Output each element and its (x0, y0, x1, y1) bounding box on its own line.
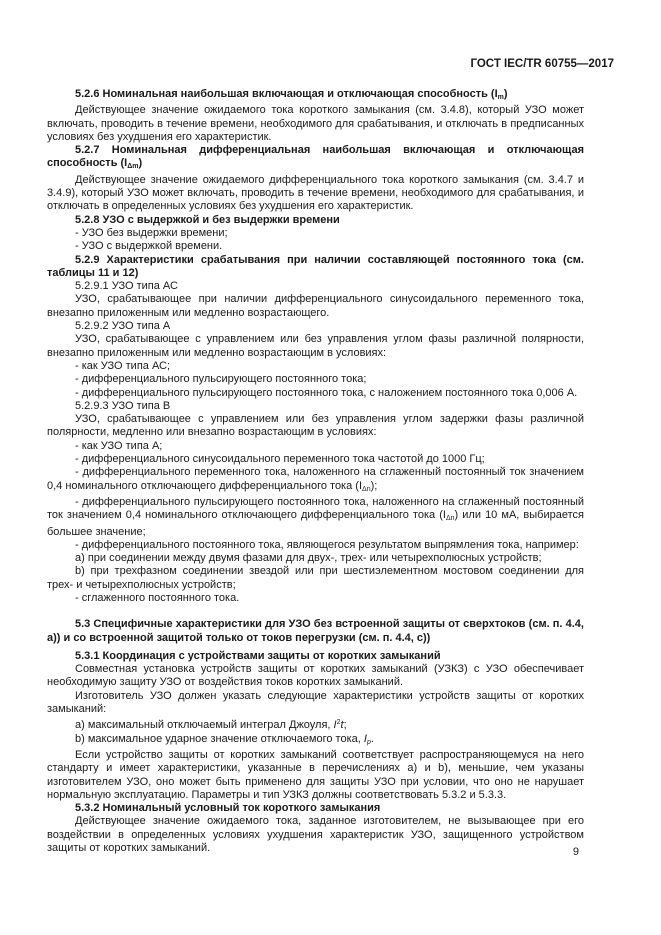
section-5-2-7-title: 5.2.7 Номинальная дифференциальная наибольшая включающая и отключающая способность $(I_{\Delta m})$ (47, 144, 584, 171)
section-5-2-9-title: 5.2.9 Характеристики срабатывания при наличии составляющей постоянного тока (см. таблицы 11 и 12) (47, 253, 584, 279)
section-5-2-7-body: Действующее значение ожидаемого дифференциального тока короткого замыкания (см. 3.4.7 и 3.4.9), который УЗО может включать, проводить в течение времени, необходимого для срабатывания, и отключать в определенных условиях без ухудшения его характеристик. (47, 173, 584, 213)
section-5-2-6-body: Действующее значение ожидаемого тока короткого замыкания (см. 3.4.8), который УЗО может включать, проводить в течение времени, необходимого для срабатывания, и отключать в предписанных условиях без ухудшения его характеристик. (47, 104, 584, 143)
section-5-3-1-paragraph: Изготовитель УЗО должен указать следующие характеристики устройств защиты от коротких замыканий: (47, 689, 584, 716)
list-item: b) при трехфазном соединении звездой или при шестиэлементном мостовом соединении для трех- и четырехполюсных устройств; (47, 565, 584, 591)
section-5-3-2-body: Действующее значение ожидаемого тока, заданное изготовителем, не вызывающее при его воздействии в определенных условиях ухудшения характеристик УЗО, защищенного устройством защиты от коротких замыканий. (47, 815, 584, 855)
page-body (47, 88, 584, 855)
section-5-2-9-1-title: 5.2.9.1 УЗО типа АС (75, 280, 178, 293)
page-number: 9 (572, 846, 579, 858)
list-item: - как УЗО типа А; (75, 439, 163, 452)
section-5-2-9-3-title: 5.2.9.3 УЗО типа В (75, 399, 171, 412)
section-5-2-9-1-body: УЗО, срабатывающее при наличии дифференциального синусоидального переменного тока, внезапно приложенным или медленно возрастающего. (47, 293, 584, 319)
list-item: - дифференциального синусоидального переменного тока частотой до 1000 Гц; (75, 453, 485, 466)
list-item: а) максимальный отключаемый интеграл Джоуля, $I^2t$; (75, 719, 347, 732)
list-item: - сглаженного постоянного тока. (75, 591, 240, 604)
list-item: - дифференциального пульсирующего постоянного тока; (75, 373, 367, 386)
section-5-2-9-3-body: УЗО, срабатывающее с управлением или без управления углом задержки фазы различной полярности, медленно или внезапно возрастающим в условиях: (47, 413, 584, 439)
list-item: - дифференциального пульсирующего постоянного тока, наложенного на сглаженный постоянный ток значением 0,4 номинального отключающего дифференциального тока $(I_{\Delta n})$ или 10 мА, выбирается большее значение; (47, 495, 584, 538)
section-5-3-1-paragraph: Если устройство защиты от коротких замыканий соответствует распространяющемуся на него стандарту и имеет характеристики, указанные в перечислениях а) и b), меньшие, чем указаны изготовителем УЗО, оно может быть применено для защиты УЗО при условии, что оно не нарушает нормальную эксплуатацию. Параметры и тип УЗКЗ должны соответствовать 5.3.2 и 5.3.3. (47, 748, 584, 801)
document-header: ГОСТ IEC/TR 60755—2017 (470, 58, 614, 70)
section-5-2-8-title: 5.2.8 УЗО с выдержкой и без выдержки времени (75, 213, 340, 226)
section-5-3-title: 5.3 Специфичные характеристики для УЗО без встроенной защиты от сверхтоков (см. п. 4.4, а)) и со встроенной защитой только от токов перегрузки (см. п. 4.4, с)) (47, 618, 584, 644)
list-item: - дифференциального пульсирующего постоянного тока, с наложением постоянного тока 0,006 А. (75, 386, 578, 399)
section-5-3-1-paragraph: Совместная установка устройств защиты от коротких замыканий (УЗКЗ) с УЗО обеспечивает необходимую защиту УЗО от воздействия токов коротких замыканий. (47, 663, 584, 689)
section-5-2-9-2-body: УЗО, срабатывающее с управлением или без управления углом фазы различной полярности, внезапно приложенным или медленно возрастающим в условиях: (47, 333, 584, 359)
list-item: - дифференциального постоянного тока, являющегося результатом выпрямления тока, например: (75, 538, 579, 551)
list-item: - УЗО без выдержки времени; (75, 226, 228, 239)
list-item: - как УЗО типа АС; (75, 359, 171, 372)
list-item: а) при соединении между двумя фазами для двух-, трех- или четырехполюсных устройств; (75, 552, 542, 565)
section-5-2-9-2-title: 5.2.9.2 УЗО типа А (75, 320, 171, 333)
list-item: - дифференциального переменного тока, наложенного на сглаженный постоянный ток значением 0,4 номинального отключающего дифференциального тока $(I_{\Delta n})$; (47, 466, 584, 493)
list-item: - УЗО с выдержкой времени. (75, 240, 223, 253)
section-5-3-2-title: 5.3.2 Номинальный условный ток короткого замыкания (75, 802, 381, 815)
section-5-3-1-title: 5.3.1 Координация с устройствами защиты от коротких замыканий (75, 649, 441, 662)
list-item: b) максимальное ударное значение отключаемого тока, $I_p$. (75, 732, 374, 746)
section-5-2-6-title: 5.2.6 Номинальная наибольшая включающая и отключающая способность $(I_m)$ (75, 88, 508, 101)
spacer (47, 605, 584, 618)
